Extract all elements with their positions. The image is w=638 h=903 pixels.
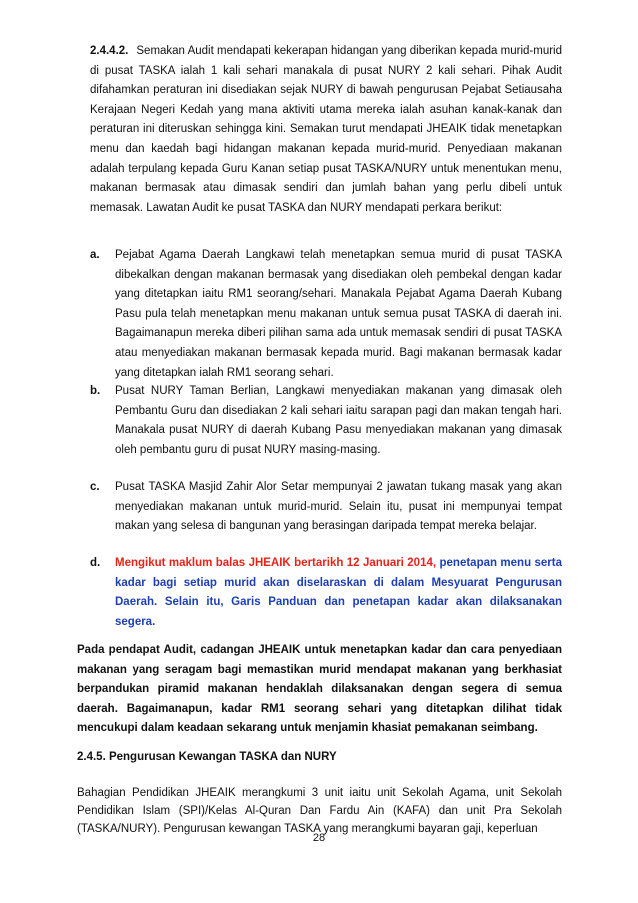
page-number: 28 [312, 832, 326, 844]
audit-opinion: Pada pendapat Audit, cadangan JHEAIK untuk menetapkan kadar dan cara penyediaan makanan yang seragam bagi memastikan murid mendapat makanan yang berkhasiat berpandukan piramid makanan hendaklah dilaksanakan dengan segera di semua daerah. Bagaimanapun, kadar RM1 seorang sehari yang ditetapkan dilihat tidak mencukupi dalam keadaan sekarang untuk menjamin khasiat pemakanan seimbang. [77, 644, 562, 735]
item-c-marker: c. [90, 481, 100, 493]
section-2-4-5-heading: 2.4.5. Pengurusan Kewangan TASKA dan NURY [77, 751, 337, 763]
paragraph-2-4-4-2 [90, 42, 562, 218]
item-c-text: Pusat TASKA Masjid Zahir Alor Setar mempunyai 2 jawatan tukang masak yang akan menyediakan makanan untuk murid-murid. Selain itu, pusat ini mempunyai tempat makan yang selesa di bangunan yang berasingan daripada tempat mereka belajar. [115, 481, 562, 533]
item-d-text [115, 554, 562, 632]
item-a-text: Pejabat Agama Daerah Langkawi telah menetapkan semua murid di pusat TASKA dibekalkan dengan makanan bermasak yang disediakan oleh pembekal dengan kadar yang ditetapkan iaitu RM1 seorang/sehari. Manakala Pejabat Agama Daerah Kubang Pasu pula telah menetapkan menu makanan untuk semua pusat TASKA di daerah ini. Bagaimanapun mereka diberi pilihan sama ada untuk memasak sendiri di pusat TASKA atau menyediakan makanan bermasak kepada murid. Bagi makanan bermasak kadar yang ditetapkan ialah RM1 seorang sehari. [115, 249, 562, 379]
item-d-marker: d. [90, 557, 101, 569]
paragraph-2-4-5: Bahagian Pendidikan JHEAIK merangkumi 3 unit iaitu unit Sekolah Agama, unit Sekolah Pendidikan Islam (SPI)/Kelas Al-Quran Dan Fardu Ain (KAFA) dan unit Pra Sekolah (TASKA/NURY). Pengurusan kewangan TASKA yang merangkumi bayaran gaji, keperluan [77, 787, 562, 835]
item-b-text: Pusat NURY Taman Berlian, Langkawi menyediakan makanan yang dimasak oleh Pembantu Guru dan disediakan 2 kali sehari iaitu sarapan pagi dan makan tengah hari. Manakala pusat NURY di daerah Kubang Pasu menyediakan makanan yang dimasak oleh pembantu guru di pusat NURY masing-masing. [115, 385, 562, 456]
paragraph-text: Semakan Audit mendapati kekerapan hidangan yang diberikan kepada murid-murid di pusat TASKA ialah 1 kali sehari manakala di pusat NURY 2 kali sehari. Pihak Audit difahamkan peraturan ini disediakan sejak NURY di bawah pengurusan Pejabat Setiausaha Kerajaan Negeri Kedah yang mana aktiviti utama mereka ialah asuhan kanak-kanak dan peraturan ini diteruskan sehingga kini. Semakan turut mendapati JHEAIK tidak menetapkan menu dan kaedah bagi hidangan makanan kepada murid-murid. Penyediaan makanan adalah terpulang kepada Guru Kanan setiap pusat TASKA/NURY untuk menentukan menu, makanan bermasak atau dimasak sendiri dan jumlah bahan yang perlu dibeli untuk memasak. Lawatan Audit ke pusat TASKA dan NURY mendapati perkara berikut: [90, 45, 562, 214]
section-number: 2.4.4.2. [90, 45, 129, 57]
item-d-blue-text: penetapan menu serta kadar bagi setiap murid akan diselaraskan di dalam Mesyuarat Pengurusan Daerah. Selain itu, Garis Panduan dan penetapan kadar akan dilaksanakan segera. [115, 557, 562, 628]
item-a-marker: a. [90, 249, 100, 261]
item-b-marker: b. [90, 385, 101, 397]
item-d-red-text: Mengikut maklum balas JHEAIK bertarikh 12 Januari 2014, [115, 557, 437, 569]
